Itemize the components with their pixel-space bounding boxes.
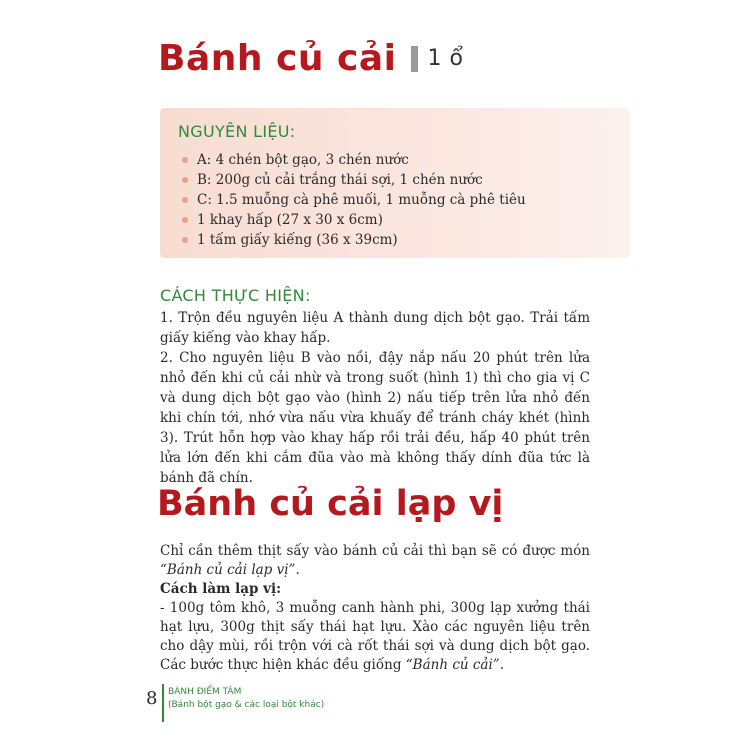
ingredients-heading: NGUYÊN LIỆU: xyxy=(178,122,296,141)
variant-intro-dish: “Bánh củ cải lạp vị” xyxy=(160,562,296,578)
footer-book-subtitle: (Bánh bột gạo & các loại bột khác) xyxy=(168,700,325,710)
variant-intro-text: Chỉ cần thêm thịt sấy vào bánh củ cải thì bạn sẽ có được món xyxy=(160,543,590,559)
ingredient-text: A: 4 chén bột gạo, 3 chén nước xyxy=(197,152,409,168)
howto-text xyxy=(160,599,590,675)
title-divider-bar xyxy=(411,46,418,72)
ingredient-text: C: 1.5 muỗng cà phê muối, 1 muỗng cà phê tiêu xyxy=(197,192,526,208)
method-step: 2. Cho nguyên liệu B vào nồi, đậy nắp nấu 20 phút trên lửa nhỏ đến khi củ cải nhừ và trong suốt (hình 1) thì cho gia vị C và dung dịch bột gạo vào (hình 2) nấu tiếp trên lửa nhỏ đến khi chín tới, nhớ vừa nấu vừa khuấy để tránh cháy khét (hình 3). Trút hỗn hợp vào khay hấp rồi trải đều, hấp 40 phút trên lửa lớn đến khi cắm đũa vào mà không thấy dính đũa tức là bánh đã chín. xyxy=(160,350,590,486)
method-steps xyxy=(160,308,590,488)
variant-recipe-body xyxy=(160,542,590,675)
ingredient-item xyxy=(182,190,526,210)
footer-book-info xyxy=(168,686,324,712)
ingredient-text: B: 200g củ cải trắng thái sợi, 1 chén nước xyxy=(197,172,483,188)
variant-intro-end: . xyxy=(295,562,300,578)
method-heading: CÁCH THỰC HIỆN: xyxy=(160,286,311,305)
variant-intro xyxy=(160,542,590,580)
variant-recipe-title: Bánh củ cải lạp vị xyxy=(157,484,504,524)
howto-body: - 100g tôm khô, 3 muỗng canh hành phi, 300g lạp xưởng thái hạt lựu, 300g thịt sấy thái hạt lựu. Xào các nguyên liệu trên cho dậy mùi, rồi trộn với cà rốt thái sợi và dung dịch bột gạo. Các bước thực hiện khác đều giống xyxy=(160,600,590,673)
page-number: 8 xyxy=(146,688,158,709)
ingredient-item xyxy=(182,150,526,170)
ingredients-list xyxy=(182,150,526,250)
recipe-title xyxy=(158,38,463,79)
recipe-yield: 1 ổ xyxy=(427,46,464,71)
ingredient-text: 1 khay hấp (27 x 30 x 6cm) xyxy=(197,212,383,228)
ingredient-item xyxy=(182,170,526,190)
footer-divider xyxy=(162,684,164,722)
footer-book-title: BÁNH ĐIỂM TÂM xyxy=(168,687,242,697)
bullet-icon xyxy=(182,237,188,243)
ingredient-item xyxy=(182,230,526,250)
method-step: 1. Trộn đều nguyên liệu A thành dung dịch bột gạo. Trải tấm giấy kiếng vào khay hấp. xyxy=(160,310,590,346)
howto-dish: “Bánh củ cải” xyxy=(405,657,500,673)
bullet-icon xyxy=(182,177,188,183)
bullet-icon xyxy=(182,157,188,163)
bullet-icon xyxy=(182,217,188,223)
recipe-title-text: Bánh củ cải xyxy=(158,38,397,79)
bullet-icon xyxy=(182,197,188,203)
ingredient-text: 1 tấm giấy kiếng (36 x 39cm) xyxy=(197,232,398,248)
howto-label: Cách làm lạp vị: xyxy=(160,581,282,597)
howto-end: . xyxy=(499,657,504,673)
ingredient-item xyxy=(182,210,526,230)
